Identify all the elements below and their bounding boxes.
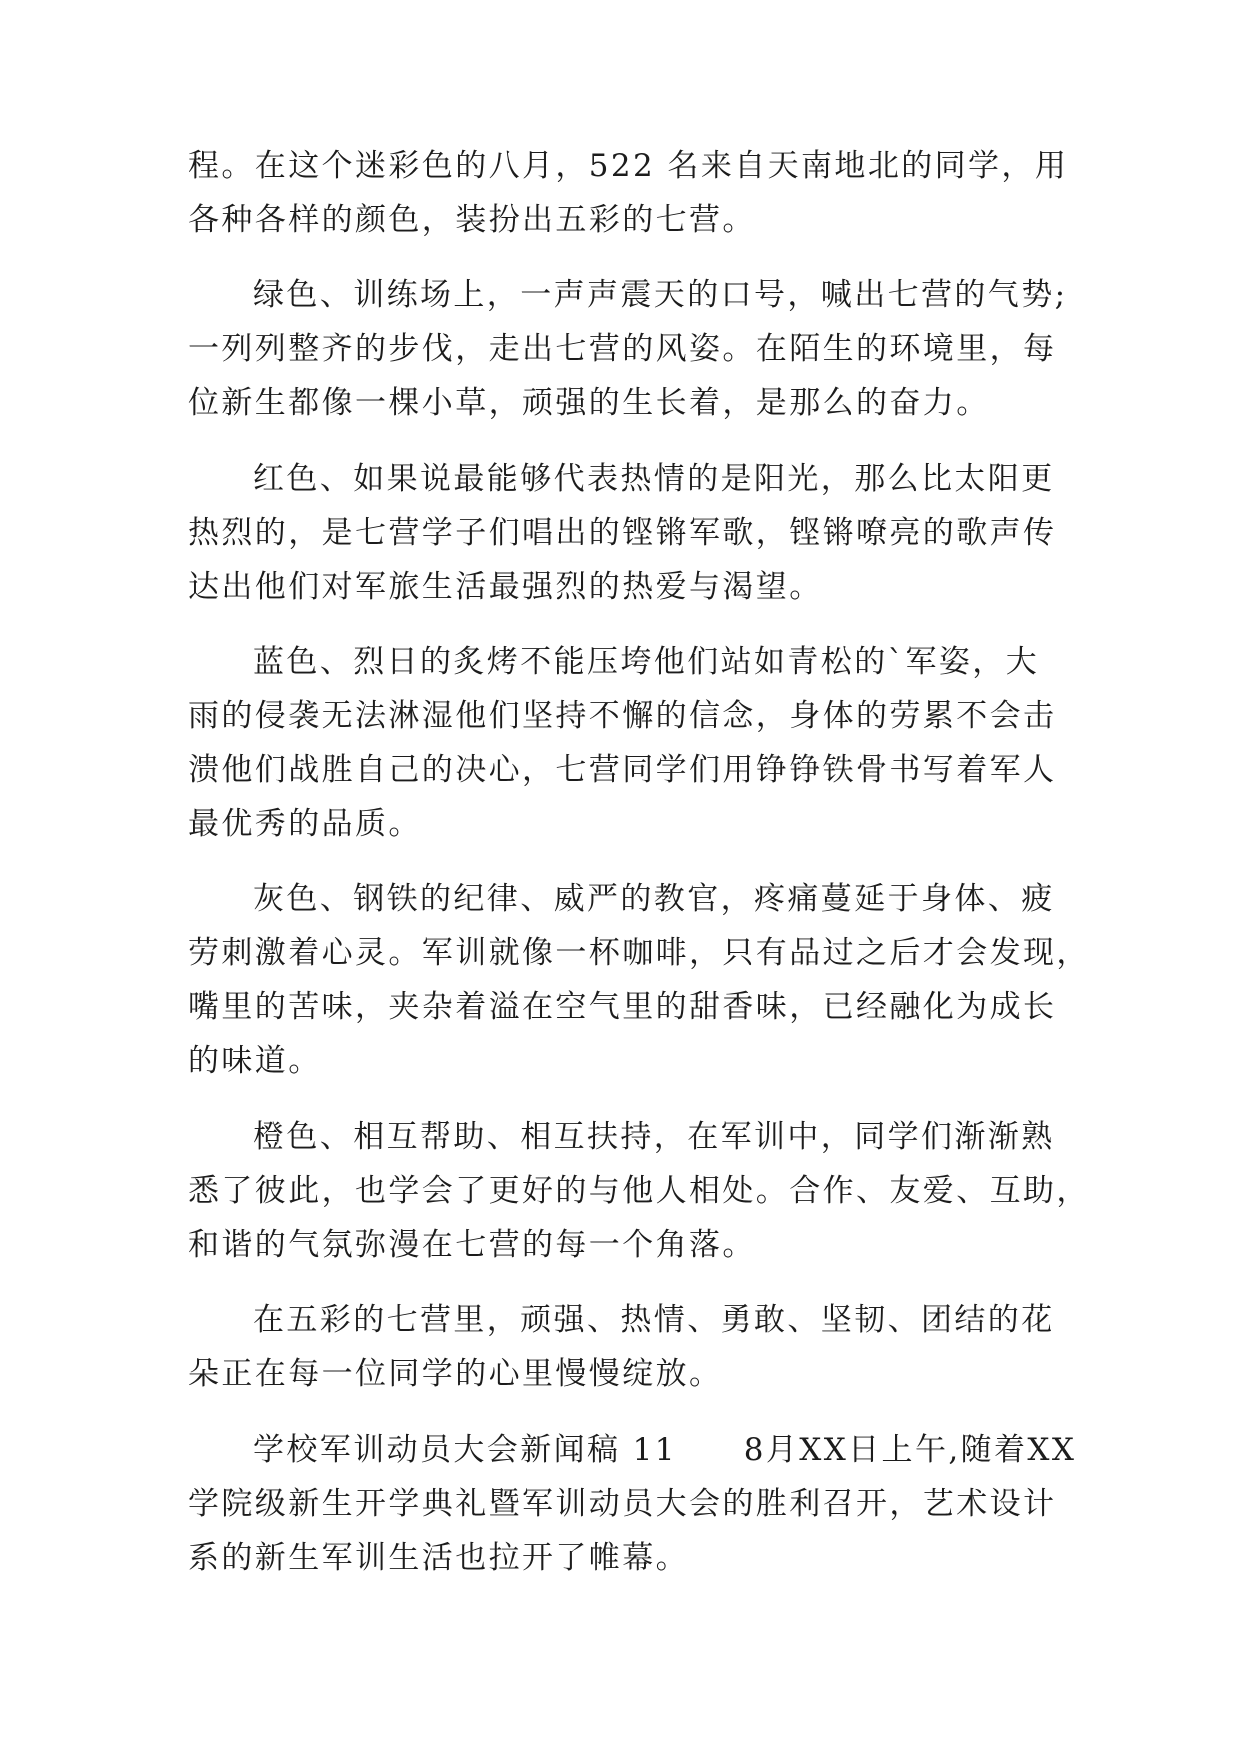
text-line: 劳刺激着心灵。军训就像一杯咖啡，只有品过之后才会发现， <box>188 935 1090 971</box>
text-line: 雨的侵袭无法淋湿他们坚持不懈的信念，身体的劳累不会击 <box>188 698 1057 734</box>
text-line: 各种各样的颜色，装扮出五彩的七营。 <box>188 202 756 238</box>
text-line: 达出他们对军旅生活最强烈的热爱与渴望。 <box>188 569 823 605</box>
paragraph-green-line-1: 绿色、训练场上，一声声震天的口号，喊出七营的气势; <box>253 277 1068 313</box>
paragraph-orange-line-1: 橙色、相互帮助、相互扶持，在军训中，同学们渐渐熟 <box>253 1119 1055 1155</box>
text-line: 最优秀的品质。 <box>188 806 422 842</box>
text-line: 溃他们战胜自己的决心，七营同学们用铮铮铁骨书写着军人 <box>188 752 1057 788</box>
text-line: 和谐的气氛弥漫在七营的每一个角落。 <box>188 1227 756 1263</box>
text-line: 的味道。 <box>188 1043 322 1079</box>
text-line: 系的新生军训生活也拉开了帷幕。 <box>188 1540 689 1576</box>
paragraph-closing-line-1: 在五彩的七营里，顽强、热情、勇敢、坚韧、团结的花 <box>253 1302 1055 1338</box>
text-line: 一列列整齐的步伐，走出七营的风姿。在陌生的环境里，每 <box>188 331 1057 367</box>
text-line: 悉了彼此，也学会了更好的与他人相处。合作、友爱、互助， <box>188 1173 1090 1209</box>
text-line: 嘴里的苦味，夹杂着溢在空气里的甜香味，已经融化为成长 <box>188 989 1057 1025</box>
paragraph-gray-line-1: 灰色、钢铁的纪律、威严的教官，疼痛蔓延于身体、疲 <box>253 881 1055 917</box>
paragraph-news-line-1: 学校军训动员大会新闻稿 11 8月XX日上午,随着XX <box>253 1432 1077 1468</box>
text-line: 位新生都像一棵小草，顽强的生长着，是那么的奋力。 <box>188 385 990 421</box>
paragraph-blue-line-1: 蓝色、烈日的炙烤不能压垮他们站如青松的`军姿，大 <box>253 644 1040 680</box>
text-line: 程。在这个迷彩色的八月，522 名来自天南地北的同学，用 <box>188 148 1069 184</box>
text-line: 朵正在每一位同学的心里慢慢绽放。 <box>188 1356 723 1392</box>
paragraph-red-line-1: 红色、如果说最能够代表热情的是阳光，那么比太阳更 <box>253 461 1055 497</box>
text-line: 热烈的，是七营学子们唱出的铿锵军歌，铿锵嘹亮的歌声传 <box>188 515 1057 551</box>
text-line: 学院级新生开学典礼暨军训动员大会的胜利召开，艺术设计 <box>188 1486 1057 1522</box>
